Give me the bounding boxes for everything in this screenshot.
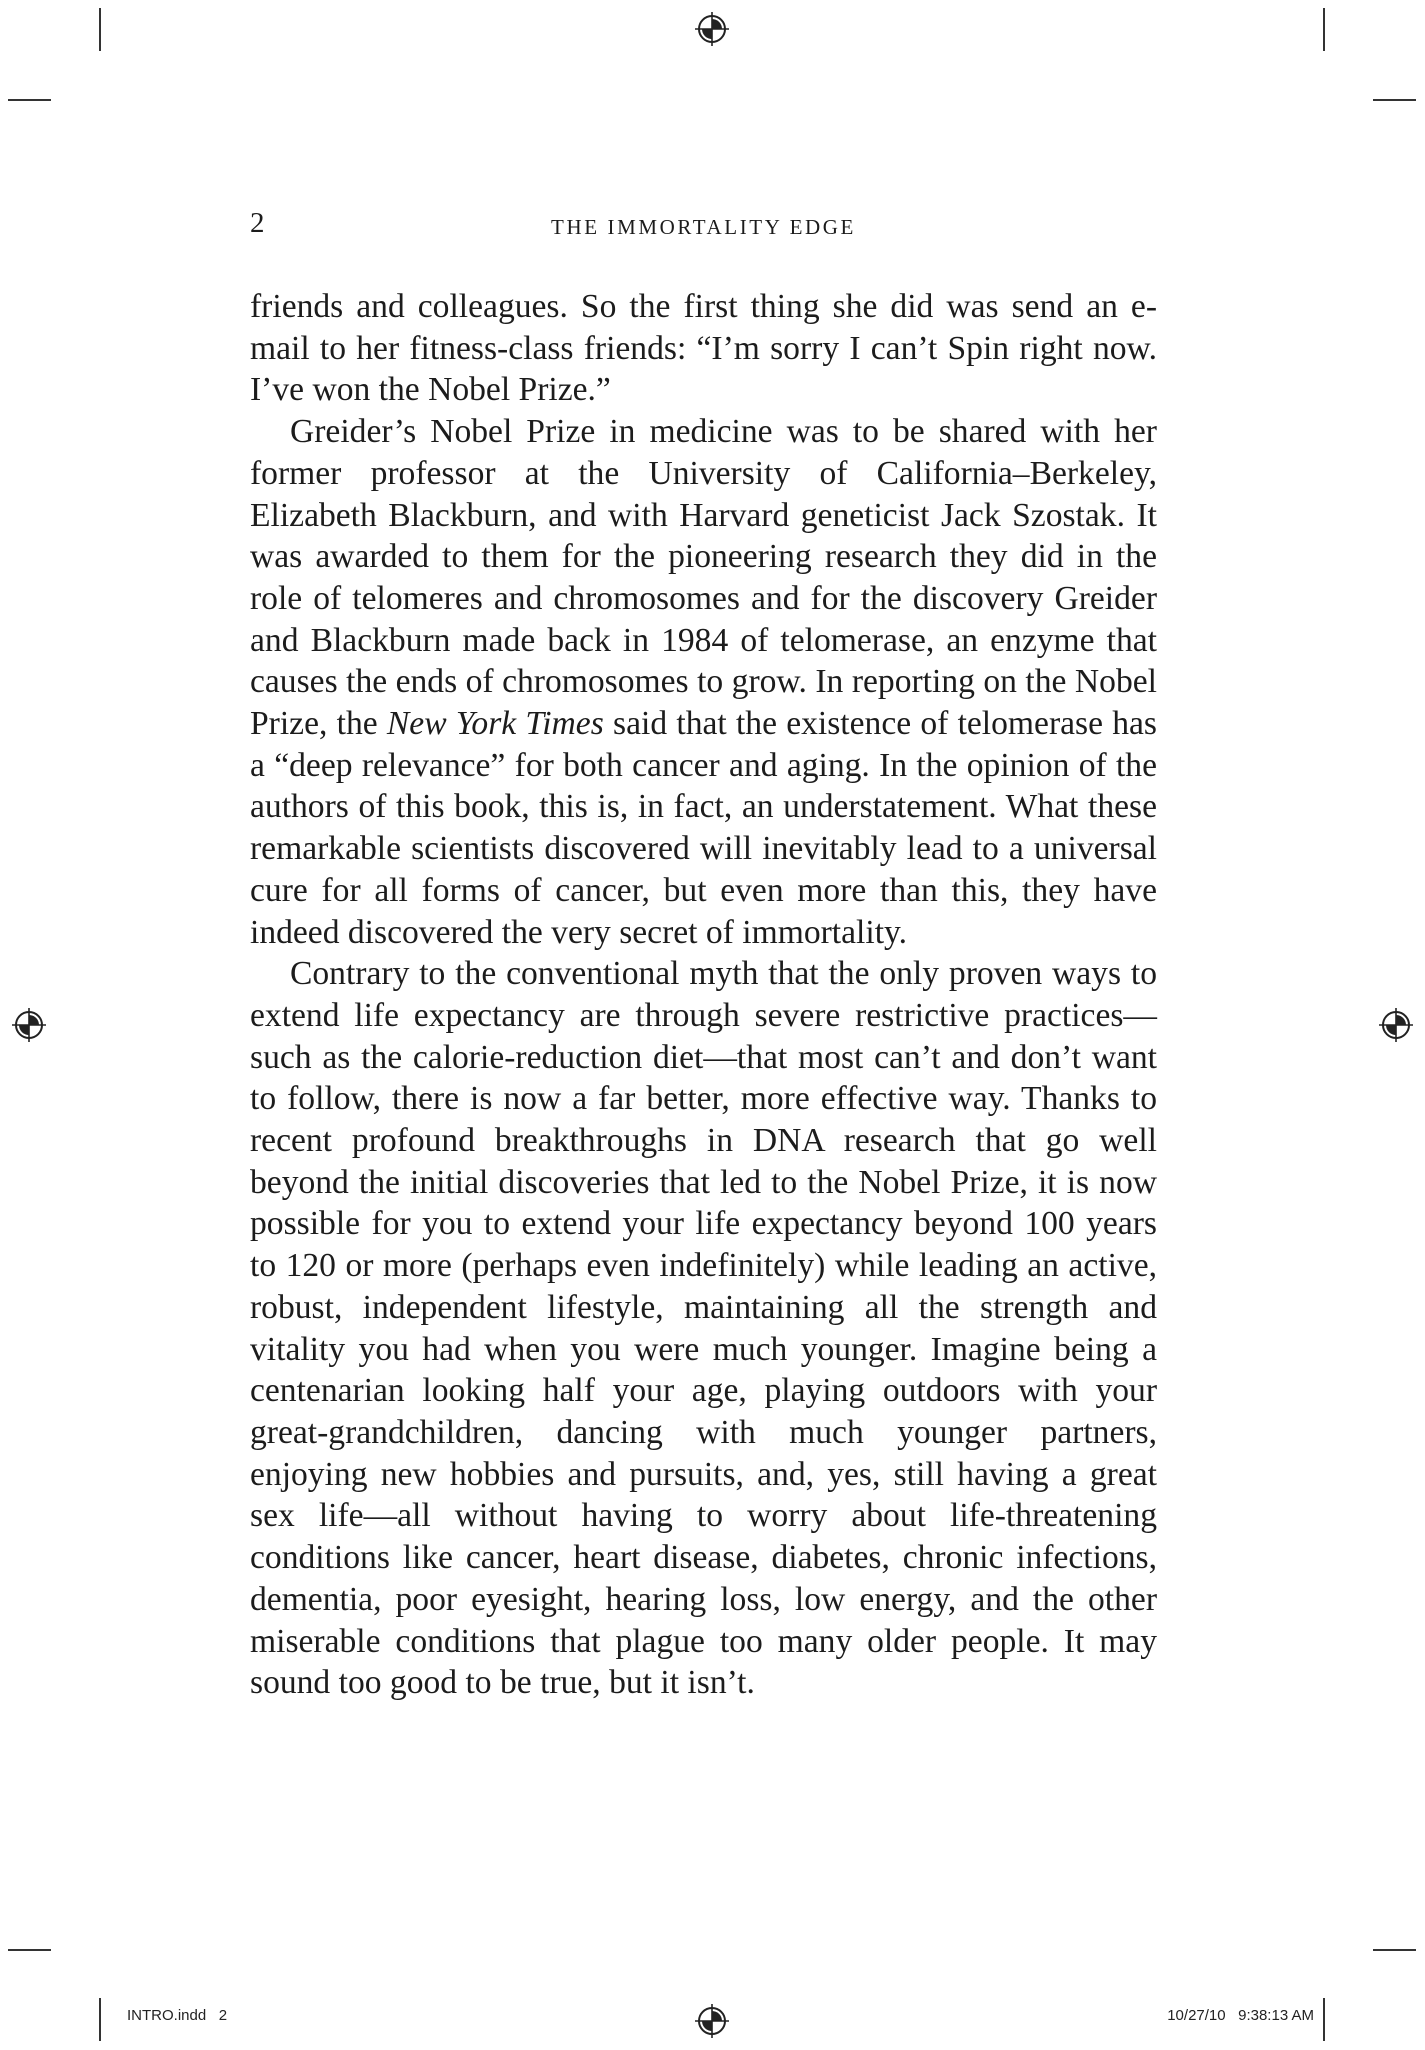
slug-file-name: INTRO.indd 2 bbox=[127, 2007, 228, 2024]
publication-title: New York Times bbox=[386, 705, 604, 743]
slug-timestamp: 10/27/10 9:38:13 AM bbox=[1167, 2007, 1314, 2024]
registration-target-icon bbox=[695, 2004, 729, 2038]
paragraph bbox=[250, 411, 1157, 953]
paragraph: Contrary to the conventional myth that the only proven ways to extend life expectancy are through severe restrictive practices—such as the calorie-reduction diet—that most can’t and don’t want to follow, there is now a far better, more effective way. Thanks to recent profound breakthroughs in DNA research that go well beyond the initial discoveries that led to the Nobel Prize, it is now possible for you to extend your life expectancy beyond 100 years to 120 or more (perhaps even indefinitely) while leading an active, robust, independent lifestyle, maintaining all the strength and vitality you had when you were much younger. Imagine being a centenarian looking half your age, playing outdoors with your great-grandchildren, dancing with much younger partners, enjoying new hobbies and pursuits, and, yes, still having a great sex life—all without having to worry about life-threatening conditions like cancer, heart disease, diabetes, chronic infections, dementia, poor eyesight, hearing loss, low energy, and the other miserable conditions that plague too many older people. It may sound too good to be true, but it isn’t. bbox=[250, 955, 1157, 1702]
paragraph: friends and colleagues. So the first thing she did was send an e-mail to her fitness-class friends: “I’m sorry I can’t Spin right now. I’ve won the Nobel Prize.” bbox=[250, 288, 1157, 409]
crop-mark-top-right-horizontal bbox=[1373, 99, 1416, 101]
crop-mark-top-left-horizontal bbox=[8, 99, 51, 101]
paragraph-text: Greider’s Nobel Prize in medicine was to be shared with her former professor at the University of California–Berkeley, Elizabeth Blackburn, and with Harvard geneticist Jack Szostak. It was awarded to them for the pioneering research they did in the role of telomeres and chromosomes and for the discovery Greider and Blackburn made back in 1984 of telomerase, an enzyme that causes the ends of chromosomes to grow. In reporting on the Nobel Prize, the bbox=[250, 413, 1157, 743]
registration-target-icon bbox=[1379, 1008, 1413, 1042]
registration-target-icon bbox=[695, 12, 729, 46]
body-text bbox=[250, 286, 1157, 1704]
crop-mark-top-right-vertical bbox=[1323, 8, 1325, 51]
paragraph-text: said that the existence of telomerase has a “deep relevance” for both cancer and aging. In the opinion of the authors of this book, this is, in fact, an understatement. What these remarkable scientists discovered will inevitably lead to a universal cure for all forms of cancer, but even more than this, they have indeed discovered the very secret of immortality. bbox=[250, 705, 1157, 951]
crop-mark-bottom-right-horizontal bbox=[1373, 1949, 1416, 1951]
running-head: THE IMMORTALITY EDGE bbox=[551, 215, 856, 239]
crop-mark-bottom-left-horizontal bbox=[8, 1949, 51, 1951]
registration-target-icon bbox=[12, 1008, 46, 1042]
page-number: 2 bbox=[250, 207, 265, 239]
crop-mark-top-left-vertical bbox=[99, 8, 101, 51]
crop-mark-bottom-left-vertical bbox=[99, 1998, 101, 2041]
crop-mark-bottom-right-vertical bbox=[1323, 1998, 1325, 2041]
